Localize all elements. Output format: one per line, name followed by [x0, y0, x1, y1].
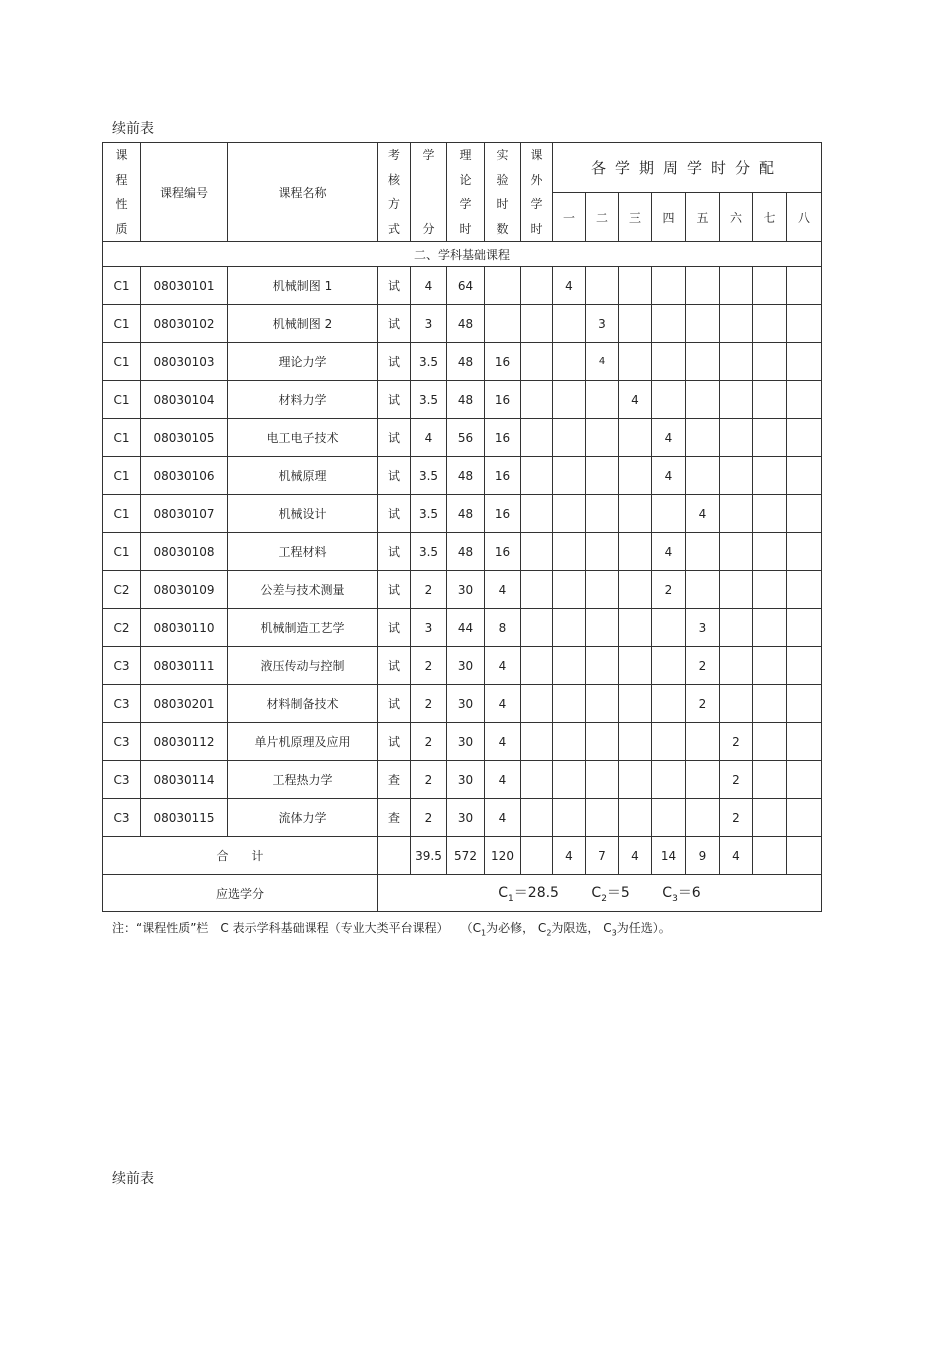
cell-name: 理论力学 — [228, 343, 378, 381]
cell-credit: 3.5 — [411, 343, 447, 381]
cell-exam: 试 — [378, 343, 411, 381]
cell-sem-1 — [553, 457, 586, 495]
cell-sem-2: 3 — [586, 305, 619, 343]
cell-sem-5 — [686, 267, 720, 305]
table-row — [103, 267, 822, 305]
cell-code: 08030105 — [141, 419, 228, 457]
cell-credit: 2 — [411, 647, 447, 685]
cell-sem-3 — [619, 305, 652, 343]
cell-code: 08030111 — [141, 647, 228, 685]
cell-sem-3 — [619, 495, 652, 533]
cell-sem-4 — [652, 305, 686, 343]
cell-name: 液压传动与控制 — [228, 647, 378, 685]
cell-sem-5: 2 — [686, 647, 720, 685]
cell-sem-8 — [787, 457, 822, 495]
cell-sem-5 — [686, 419, 720, 457]
section-title: 二、学科基础课程 — [103, 242, 822, 267]
cell-theory: 48 — [447, 305, 485, 343]
cell-sem-6 — [720, 267, 753, 305]
cell-sem-1 — [553, 609, 586, 647]
total-sem-1: 4 — [553, 837, 586, 875]
cell-code: 08030106 — [141, 457, 228, 495]
cell-sem-8 — [787, 419, 822, 457]
cell-sem-8 — [787, 723, 822, 761]
cell-lab: 4 — [485, 723, 521, 761]
cell-sem-3 — [619, 685, 652, 723]
cell-code: 08030115 — [141, 799, 228, 837]
cell-sem-2 — [586, 723, 619, 761]
cell-exam: 查 — [378, 799, 411, 837]
cell-sem-2 — [586, 457, 619, 495]
cell-extra — [521, 533, 553, 571]
cell-sem-2 — [586, 571, 619, 609]
cell-sem-1 — [553, 343, 586, 381]
cell-sem-5 — [686, 799, 720, 837]
cell-sem-6: 2 — [720, 799, 753, 837]
cell-sem-6 — [720, 419, 753, 457]
cell-sem-6 — [720, 495, 753, 533]
cell-sem-5 — [686, 343, 720, 381]
cell-sem-4 — [652, 609, 686, 647]
cell-code: 08030108 — [141, 533, 228, 571]
cell-nature: C1 — [103, 267, 141, 305]
cell-sem-8 — [787, 305, 822, 343]
cell-nature: C1 — [103, 343, 141, 381]
table-row — [103, 685, 822, 723]
cell-sem-8 — [787, 495, 822, 533]
cell-code: 08030107 — [141, 495, 228, 533]
cell-exam: 试 — [378, 457, 411, 495]
table-row — [103, 381, 822, 419]
cell-code: 08030109 — [141, 571, 228, 609]
cell-exam: 试 — [378, 419, 411, 457]
cell-name: 工程材料 — [228, 533, 378, 571]
cell-exam: 试 — [378, 685, 411, 723]
cell-extra — [521, 305, 553, 343]
cell-sem-1 — [553, 419, 586, 457]
cell-theory: 48 — [447, 343, 485, 381]
header-semester-6: 六 — [720, 193, 753, 242]
cell-theory: 56 — [447, 419, 485, 457]
cell-lab: 16 — [485, 381, 521, 419]
cell-name: 单片机原理及应用 — [228, 723, 378, 761]
cell-lab — [485, 305, 521, 343]
total-theory: 572 — [447, 837, 485, 875]
cell-sem-3 — [619, 457, 652, 495]
cell-sem-4 — [652, 799, 686, 837]
cell-lab: 16 — [485, 343, 521, 381]
cell-sem-2 — [586, 799, 619, 837]
cell-sem-1 — [553, 533, 586, 571]
table-note: 注：“课程性质”栏 C 表示学科基础课程（专业大类平台课程） （$C_1$为必修， $C_2$为限选， $C_3$为任选）。 — [112, 921, 671, 938]
cell-nature: C1 — [103, 381, 141, 419]
cell-nature: C3 — [103, 761, 141, 799]
cell-sem-7 — [753, 647, 787, 685]
cell-sem-7 — [753, 685, 787, 723]
cell-extra — [521, 457, 553, 495]
cell-lab — [485, 267, 521, 305]
cell-sem-3 — [619, 647, 652, 685]
table-row — [103, 457, 822, 495]
cell-name: 材料力学 — [228, 381, 378, 419]
total-sem-3: 4 — [619, 837, 652, 875]
cell-extra — [521, 761, 553, 799]
cell-code: 08030101 — [141, 267, 228, 305]
cell-sem-4: 2 — [652, 571, 686, 609]
cell-name: 机械制图 1 — [228, 267, 378, 305]
cell-theory: 30 — [447, 571, 485, 609]
cell-nature: C3 — [103, 685, 141, 723]
cell-nature: C1 — [103, 419, 141, 457]
cell-sem-3 — [619, 761, 652, 799]
total-sem-6: 4 — [720, 837, 753, 875]
cell-sem-2 — [586, 761, 619, 799]
total-lab: 120 — [485, 837, 521, 875]
header-semester-1: 一 — [553, 193, 586, 242]
cell-sem-4 — [652, 267, 686, 305]
cell-sem-3 — [619, 799, 652, 837]
cell-sem-6 — [720, 457, 753, 495]
header-extra-hours: 课 外 学 时 — [521, 143, 553, 242]
cell-nature: C1 — [103, 495, 141, 533]
header-semester-4: 四 — [652, 193, 686, 242]
header-semester-7: 七 — [753, 193, 787, 242]
cell-sem-6 — [720, 305, 753, 343]
cell-sem-8 — [787, 267, 822, 305]
cell-sem-7 — [753, 533, 787, 571]
cell-sem-8 — [787, 685, 822, 723]
cell-extra — [521, 267, 553, 305]
elective-label: 应选学分 — [103, 875, 378, 912]
cell-code: 08030112 — [141, 723, 228, 761]
cell-sem-5: 4 — [686, 495, 720, 533]
cell-sem-5 — [686, 457, 720, 495]
cell-name: 机械制图 2 — [228, 305, 378, 343]
cell-lab: 16 — [485, 533, 521, 571]
cell-sem-8 — [787, 647, 822, 685]
cell-sem-5: 3 — [686, 609, 720, 647]
cell-sem-2 — [586, 647, 619, 685]
elective-row — [103, 875, 822, 912]
cell-sem-7 — [753, 419, 787, 457]
cell-nature: C1 — [103, 305, 141, 343]
cell-sem-7 — [753, 761, 787, 799]
cell-nature: C3 — [103, 799, 141, 837]
elective-values — [378, 875, 822, 912]
cell-sem-4: 4 — [652, 419, 686, 457]
cell-nature: C3 — [103, 723, 141, 761]
cell-theory: 30 — [447, 761, 485, 799]
cell-code: 08030114 — [141, 761, 228, 799]
header-semester-5: 五 — [686, 193, 720, 242]
cell-sem-7 — [753, 343, 787, 381]
cell-sem-3 — [619, 723, 652, 761]
cell-sem-3 — [619, 267, 652, 305]
cell-sem-1 — [553, 571, 586, 609]
header-lab-hours: 实 验 时 数 — [485, 143, 521, 242]
header-theory-hours: 理 论 学 时 — [447, 143, 485, 242]
cell-sem-6 — [720, 609, 753, 647]
table-row — [103, 305, 822, 343]
table-row — [103, 419, 822, 457]
cell-name: 机械制造工艺学 — [228, 609, 378, 647]
cell-lab: 4 — [485, 571, 521, 609]
cell-exam: 试 — [378, 495, 411, 533]
cell-extra — [521, 647, 553, 685]
cell-sem-2 — [586, 495, 619, 533]
cell-lab: 16 — [485, 419, 521, 457]
cell-sem-2: 4 — [586, 343, 619, 381]
cell-credit: 3 — [411, 609, 447, 647]
cell-code: 08030110 — [141, 609, 228, 647]
cell-extra — [521, 685, 553, 723]
cell-theory: 44 — [447, 609, 485, 647]
cell-extra — [521, 495, 553, 533]
cell-exam: 试 — [378, 305, 411, 343]
table-row — [103, 761, 822, 799]
cell-code: 08030104 — [141, 381, 228, 419]
cell-theory: 30 — [447, 647, 485, 685]
cell-nature: C2 — [103, 609, 141, 647]
cell-credit: 3.5 — [411, 495, 447, 533]
cell-sem-1 — [553, 685, 586, 723]
cell-sem-8 — [787, 343, 822, 381]
cell-sem-1 — [553, 495, 586, 533]
cell-lab: 4 — [485, 799, 521, 837]
table-row — [103, 609, 822, 647]
cell-theory: 48 — [447, 381, 485, 419]
cell-lab: 16 — [485, 457, 521, 495]
total-sem-8 — [787, 837, 822, 875]
table-caption-next: 续前表 — [112, 1171, 154, 1187]
cell-sem-8 — [787, 609, 822, 647]
cell-lab: 16 — [485, 495, 521, 533]
cell-sem-6 — [720, 685, 753, 723]
cell-sem-5: 2 — [686, 685, 720, 723]
cell-sem-5 — [686, 571, 720, 609]
cell-sem-2 — [586, 685, 619, 723]
header-credit: 学 分 — [411, 143, 447, 242]
cell-nature: C2 — [103, 571, 141, 609]
cell-sem-1: 4 — [553, 267, 586, 305]
cell-theory: 48 — [447, 457, 485, 495]
cell-name: 流体力学 — [228, 799, 378, 837]
cell-credit: 3.5 — [411, 533, 447, 571]
cell-sem-7 — [753, 305, 787, 343]
table-row — [103, 343, 822, 381]
cell-extra — [521, 419, 553, 457]
total-extra — [521, 837, 553, 875]
cell-sem-4 — [652, 381, 686, 419]
cell-sem-6 — [720, 571, 753, 609]
cell-credit: 2 — [411, 799, 447, 837]
cell-exam: 试 — [378, 533, 411, 571]
cell-extra — [521, 609, 553, 647]
header-course-code: 课程编号 — [141, 143, 228, 242]
cell-sem-6 — [720, 343, 753, 381]
cell-sem-6 — [720, 381, 753, 419]
cell-nature: C3 — [103, 647, 141, 685]
cell-sem-1 — [553, 761, 586, 799]
cell-sem-7 — [753, 571, 787, 609]
cell-sem-8 — [787, 381, 822, 419]
header-semester-distribution: 各学期周学时分配 — [553, 143, 822, 193]
cell-name: 工程热力学 — [228, 761, 378, 799]
header-semester-3: 三 — [619, 193, 652, 242]
cell-sem-7 — [753, 495, 787, 533]
cell-sem-7 — [753, 609, 787, 647]
cell-theory: 30 — [447, 685, 485, 723]
cell-sem-8 — [787, 533, 822, 571]
total-sem-7 — [753, 837, 787, 875]
curriculum-table — [102, 142, 822, 912]
cell-name: 公差与技术测量 — [228, 571, 378, 609]
cell-sem-2 — [586, 533, 619, 571]
cell-sem-7 — [753, 799, 787, 837]
cell-sem-3 — [619, 533, 652, 571]
table-row — [103, 723, 822, 761]
cell-sem-4 — [652, 685, 686, 723]
elective-c1: $C_1=28.5$ — [498, 885, 559, 904]
cell-sem-6: 2 — [720, 723, 753, 761]
total-label: 合 计 — [103, 837, 378, 875]
cell-sem-5 — [686, 305, 720, 343]
cell-sem-2 — [586, 609, 619, 647]
header-semester-2: 二 — [586, 193, 619, 242]
cell-extra — [521, 571, 553, 609]
cell-sem-4 — [652, 761, 686, 799]
cell-exam: 试 — [378, 609, 411, 647]
cell-credit: 3 — [411, 305, 447, 343]
cell-sem-4: 4 — [652, 533, 686, 571]
cell-sem-2 — [586, 381, 619, 419]
cell-credit: 3.5 — [411, 381, 447, 419]
cell-sem-1 — [553, 647, 586, 685]
cell-credit: 4 — [411, 419, 447, 457]
total-sem-4: 14 — [652, 837, 686, 875]
cell-sem-5 — [686, 761, 720, 799]
total-exam — [378, 837, 411, 875]
elective-c2: $C_2=5$ — [591, 885, 630, 904]
cell-extra — [521, 723, 553, 761]
cell-credit: 2 — [411, 723, 447, 761]
cell-theory: 30 — [447, 723, 485, 761]
cell-sem-6 — [720, 647, 753, 685]
cell-extra — [521, 799, 553, 837]
cell-exam: 试 — [378, 267, 411, 305]
elective-c3: $C_3=6$ — [662, 885, 701, 904]
total-credit: 39.5 — [411, 837, 447, 875]
cell-lab: 8 — [485, 609, 521, 647]
cell-sem-4 — [652, 495, 686, 533]
cell-sem-4: 4 — [652, 457, 686, 495]
cell-sem-5 — [686, 723, 720, 761]
cell-sem-4 — [652, 647, 686, 685]
cell-theory: 48 — [447, 533, 485, 571]
cell-sem-7 — [753, 457, 787, 495]
cell-name: 机械设计 — [228, 495, 378, 533]
cell-lab: 4 — [485, 761, 521, 799]
cell-sem-5 — [686, 381, 720, 419]
header-exam-type: 考 核 方 式 — [378, 143, 411, 242]
cell-extra — [521, 343, 553, 381]
cell-sem-7 — [753, 267, 787, 305]
table-row — [103, 533, 822, 571]
cell-exam: 试 — [378, 723, 411, 761]
table-row — [103, 495, 822, 533]
cell-code: 08030102 — [141, 305, 228, 343]
cell-sem-5 — [686, 533, 720, 571]
cell-sem-8 — [787, 799, 822, 837]
cell-sem-1 — [553, 799, 586, 837]
cell-credit: 3.5 — [411, 457, 447, 495]
cell-theory: 30 — [447, 799, 485, 837]
cell-exam: 查 — [378, 761, 411, 799]
total-sem-2: 7 — [586, 837, 619, 875]
cell-lab: 4 — [485, 685, 521, 723]
table-row — [103, 571, 822, 609]
cell-sem-4 — [652, 723, 686, 761]
cell-credit: 2 — [411, 761, 447, 799]
cell-name: 机械原理 — [228, 457, 378, 495]
total-row — [103, 837, 822, 875]
cell-exam: 试 — [378, 647, 411, 685]
cell-sem-6 — [720, 533, 753, 571]
cell-sem-6: 2 — [720, 761, 753, 799]
cell-exam: 试 — [378, 381, 411, 419]
cell-sem-3: 4 — [619, 381, 652, 419]
cell-sem-3 — [619, 419, 652, 457]
cell-credit: 2 — [411, 685, 447, 723]
cell-name: 电工电子技术 — [228, 419, 378, 457]
cell-code: 08030201 — [141, 685, 228, 723]
cell-exam: 试 — [378, 571, 411, 609]
cell-sem-4 — [652, 343, 686, 381]
table-caption: 续前表 — [112, 121, 154, 137]
cell-sem-1 — [553, 305, 586, 343]
cell-sem-1 — [553, 723, 586, 761]
cell-sem-1 — [553, 381, 586, 419]
total-sem-5: 9 — [686, 837, 720, 875]
cell-sem-3 — [619, 571, 652, 609]
cell-sem-8 — [787, 571, 822, 609]
cell-sem-3 — [619, 343, 652, 381]
cell-lab: 4 — [485, 647, 521, 685]
cell-sem-7 — [753, 723, 787, 761]
cell-sem-8 — [787, 761, 822, 799]
cell-name: 材料制备技术 — [228, 685, 378, 723]
cell-sem-3 — [619, 609, 652, 647]
table-row — [103, 647, 822, 685]
cell-nature: C1 — [103, 533, 141, 571]
cell-sem-7 — [753, 381, 787, 419]
cell-theory: 64 — [447, 267, 485, 305]
cell-sem-2 — [586, 267, 619, 305]
cell-nature: C1 — [103, 457, 141, 495]
header-course-nature: 课 程 性 质 — [103, 143, 141, 242]
cell-credit: 4 — [411, 267, 447, 305]
header-semester-8: 八 — [787, 193, 822, 242]
cell-theory: 48 — [447, 495, 485, 533]
header-course-name: 课程名称 — [228, 143, 378, 242]
cell-sem-2 — [586, 419, 619, 457]
cell-extra — [521, 381, 553, 419]
cell-credit: 2 — [411, 571, 447, 609]
table-row — [103, 799, 822, 837]
cell-code: 08030103 — [141, 343, 228, 381]
